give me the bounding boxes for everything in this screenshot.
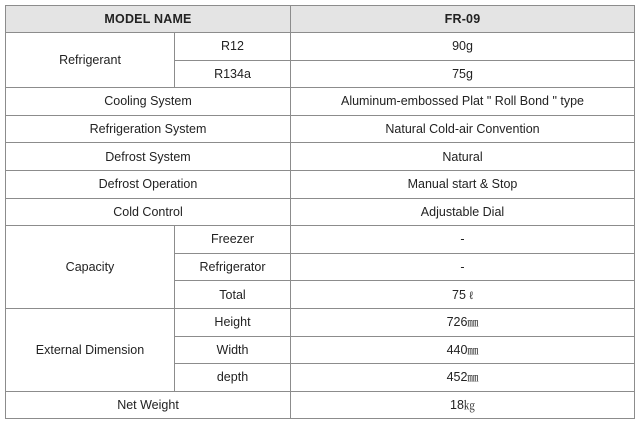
- table-row: [6, 391, 635, 419]
- defrost-operation-value: Manual start & Stop: [291, 170, 635, 198]
- net-weight-number: 18: [450, 398, 464, 413]
- model-name-value: FR-09: [291, 6, 635, 33]
- cooling-system-label: Cooling System: [6, 88, 291, 116]
- dimension-sub-label: depth: [175, 364, 291, 392]
- spec-table: [5, 5, 635, 419]
- table-row: [6, 143, 635, 171]
- refrigerant-value: 75g: [291, 60, 635, 88]
- net-weight-value: [291, 391, 635, 419]
- refrigeration-system-label: Refrigeration System: [6, 115, 291, 143]
- capacity-label: Capacity: [6, 226, 175, 309]
- defrost-operation-label: Defrost Operation: [6, 170, 291, 198]
- table-row: [6, 226, 635, 254]
- refrigeration-system-value: Natural Cold-air Convention: [291, 115, 635, 143]
- dimension-value: [291, 336, 635, 364]
- table-row: [6, 198, 635, 226]
- table-row: [6, 88, 635, 116]
- dimension-number: 726: [446, 315, 468, 330]
- dimension-value: [291, 364, 635, 392]
- capacity-total-number: 75: [452, 287, 466, 302]
- dimension-sub-label: Width: [175, 336, 291, 364]
- header-row: [6, 6, 635, 33]
- capacity-value: -: [291, 253, 635, 281]
- cold-control-label: Cold Control: [6, 198, 291, 226]
- capacity-value: -: [291, 226, 635, 254]
- dimension-unit: ㎜: [467, 344, 479, 357]
- refrigerant-label: Refrigerant: [6, 33, 175, 88]
- dimension-unit: ㎜: [467, 317, 479, 330]
- net-weight-unit: ㎏: [463, 400, 475, 413]
- refrigerant-value: 90g: [291, 33, 635, 61]
- capacity-unit: ℓ: [469, 289, 473, 302]
- table-row: [6, 308, 635, 336]
- refrigerant-sub-label: R134a: [175, 60, 291, 88]
- model-name-label: MODEL NAME: [6, 6, 291, 33]
- table-row: [6, 170, 635, 198]
- dimension-sub-label: Height: [175, 308, 291, 336]
- capacity-sub-label: Total: [175, 281, 291, 309]
- external-dimension-label: External Dimension: [6, 308, 175, 391]
- dimension-value: [291, 308, 635, 336]
- table-row: [6, 115, 635, 143]
- dimension-number: 452: [446, 370, 468, 385]
- defrost-system-label: Defrost System: [6, 143, 291, 171]
- refrigerant-sub-label: R12: [175, 33, 291, 61]
- cooling-system-value: Aluminum-embossed Plat " Roll Bond " type: [291, 88, 635, 116]
- capacity-value: [291, 281, 635, 309]
- defrost-system-value: Natural: [291, 143, 635, 171]
- capacity-sub-label: Freezer: [175, 226, 291, 254]
- dimension-unit: ㎜: [467, 372, 479, 385]
- cold-control-value: Adjustable Dial: [291, 198, 635, 226]
- table-row: [6, 33, 635, 61]
- dimension-number: 440: [446, 342, 468, 357]
- capacity-sub-label: Refrigerator: [175, 253, 291, 281]
- net-weight-label: Net Weight: [6, 391, 291, 419]
